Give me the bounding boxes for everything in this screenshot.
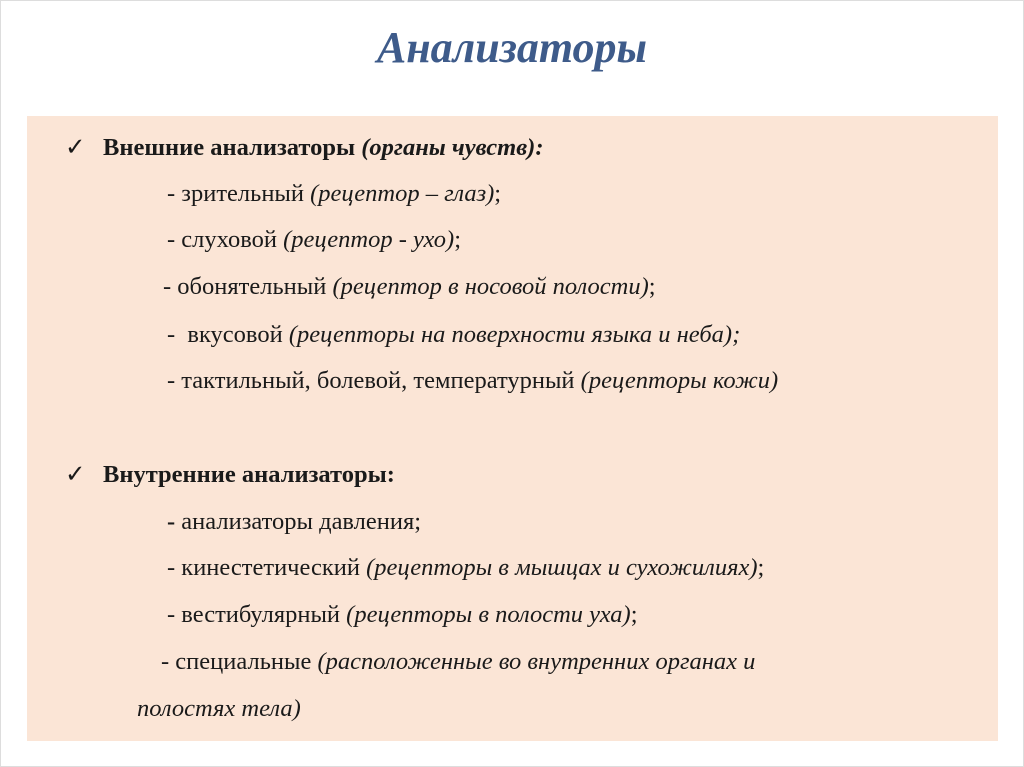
list-item: - вкусовой (рецепторы на поверхности языка и неба);: [167, 321, 741, 348]
item-name: кинестетический: [181, 554, 367, 581]
checkmark-icon: ✓: [65, 134, 86, 161]
list-item: - вестибулярный (рецепторы в полости уха);: [167, 601, 638, 628]
item-note: (рецептор – глаз): [310, 180, 495, 207]
section-heading-external: [65, 133, 543, 163]
list-item: - зрительный (рецептор – глаз);: [167, 180, 502, 207]
content-box: [27, 116, 998, 741]
item-name: зрительный: [181, 180, 311, 207]
item-name: вкусовой: [187, 321, 289, 348]
item-note: (рецептор - ухо): [283, 226, 455, 253]
item-name: слуховой: [181, 226, 284, 253]
list-item: - слуховой (рецептор - ухо);: [167, 226, 462, 253]
item-name: специальные: [175, 648, 318, 675]
item-name: обонятельный: [177, 273, 333, 300]
list-item: - анализаторы давления;: [167, 508, 422, 535]
item-note: (рецепторы в мышцах и сухожилиях): [366, 554, 758, 581]
item-note: (рецепторы кожи): [580, 367, 779, 394]
section-heading-internal: [65, 460, 395, 490]
item-note: полостях тела): [137, 695, 301, 722]
item-note: (рецепторы на поверхности языка и неба);: [288, 321, 741, 348]
item-note: (расположенные во внутренних органах и: [317, 648, 756, 675]
list-item: - обонятельный (рецептор в носовой полости);: [163, 273, 656, 300]
heading-text: Внешние анализаторы: [103, 134, 356, 161]
item-note: (рецепторы в полости уха): [346, 601, 631, 628]
list-item: - специальные (расположенные во внутренних органах и: [161, 648, 756, 675]
item-name: тактильный, болевой, температурный: [181, 367, 581, 394]
heading-text: Внутренние анализаторы:: [103, 461, 395, 488]
list-item-continuation: [137, 694, 301, 724]
item-name: вестибулярный: [181, 601, 347, 628]
list-item: - тактильный, болевой, температурный (рецепторы кожи): [167, 367, 779, 394]
item-note: (рецептор в носовой полости): [332, 273, 649, 300]
slide-title: Анализаторы: [376, 23, 648, 72]
item-name: анализаторы давления;: [181, 508, 422, 535]
heading-note: (органы чувств):: [355, 134, 544, 161]
checkmark-icon: ✓: [65, 461, 86, 488]
list-item: - кинестетический (рецепторы в мышцах и сухожилиях);: [167, 554, 765, 581]
